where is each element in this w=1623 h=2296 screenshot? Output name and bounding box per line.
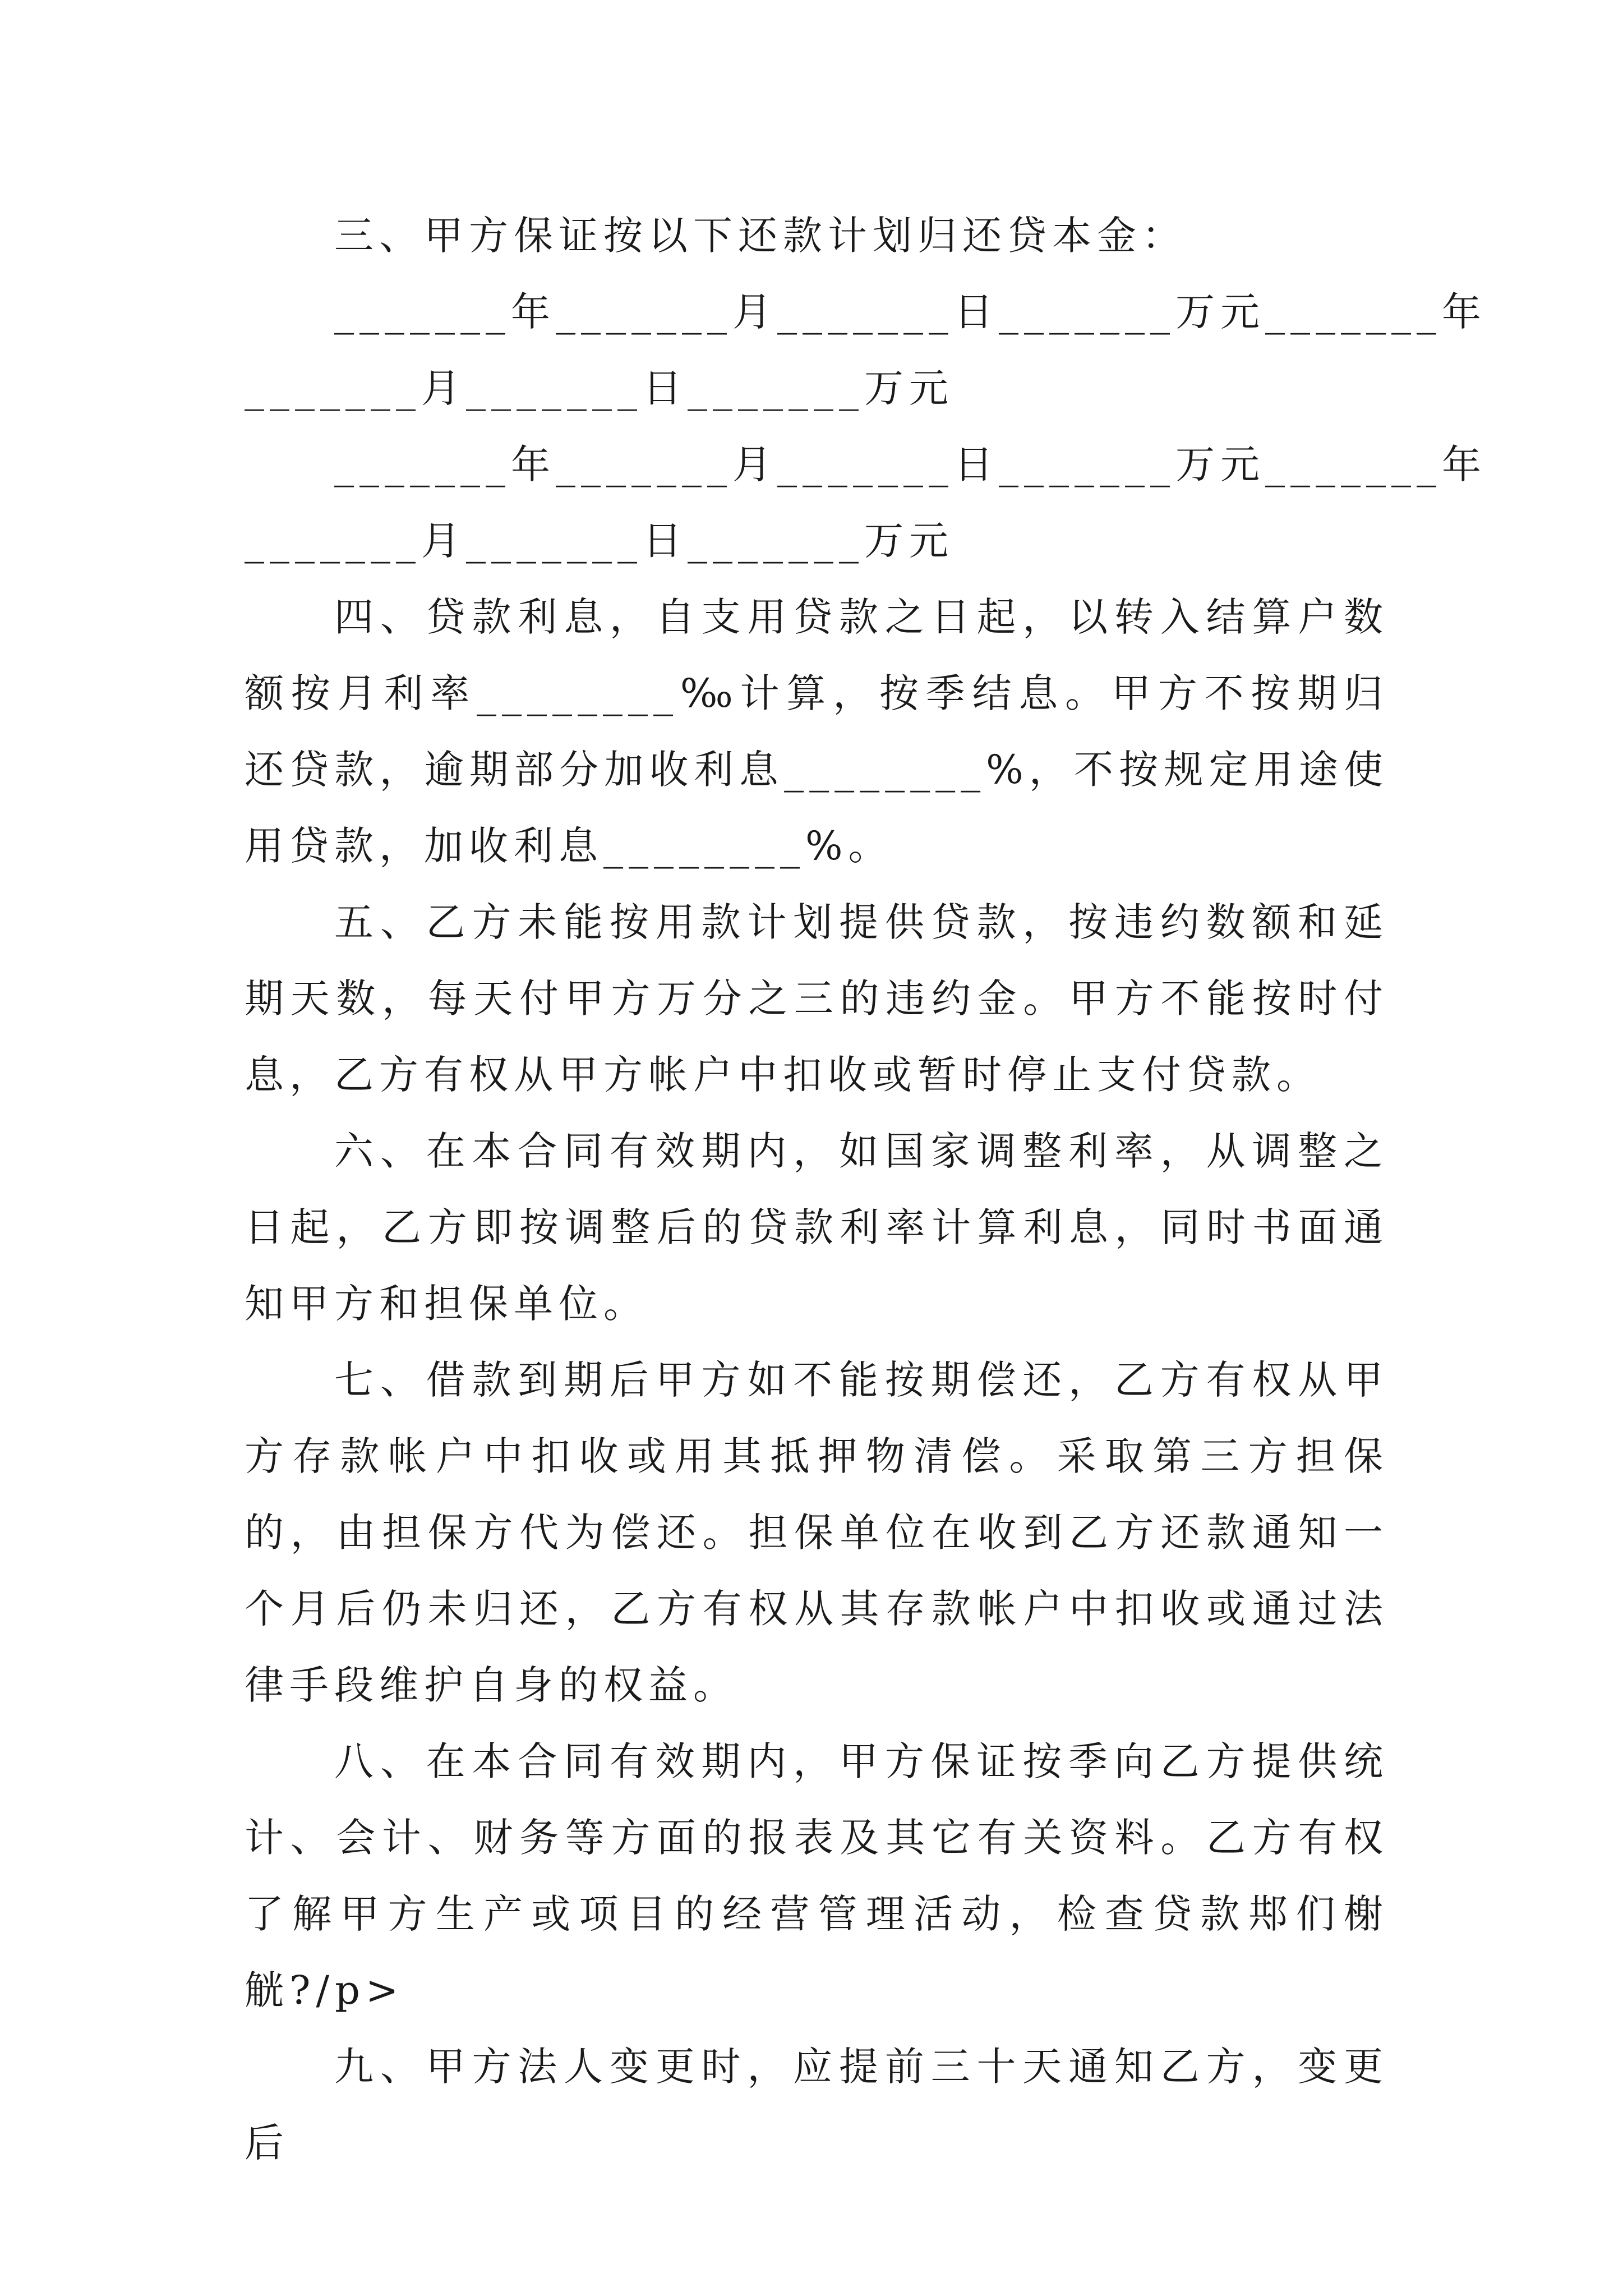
clause-8-reporting: 八、在本合同有效期内，甲方保证按季向乙方提供统计、会计、财务等方面的报表及其它有关资料。乙方有权了解甲方生产或项目的经营管理活动，检查贷款䢼们榭觥?/p> <box>245 1738 1389 2013</box>
clause-9-legal-person-change: 九、甲方法人变更时，应提前三十天通知乙方，变更后 <box>245 2044 1389 2166</box>
contract-body <box>245 197 1487 2181</box>
clause-5-lender-default: 五、乙方未能按用款计划提供贷款，按违约数额和延期天数，每天付甲方万分之三的违约金。甲方不能按时付息，乙方有权从甲方帐户中扣收或暂时停止支付贷款。 <box>245 899 1389 1098</box>
schedule-line-2: _______月_______日_______万元 <box>245 365 954 411</box>
clause-6-rate-adjustment: 六、在本合同有效期内，如国家调整利率，从调整之日起，乙方即按调整后的贷款利率计算利息，同时书面通知甲方和担保单位。 <box>245 1128 1389 1327</box>
clause-4-interest: 四、贷款利息，自支用贷款之日起，以转入结算户数额按月利率________‰计算，按季结息。甲方不按期归还贷款，逾期部分加收利息________%，不按规定用途使用贷款，加收利息________%。 <box>245 594 1389 869</box>
schedule-line-3: _______年_______月_______日_______万元_______年 <box>334 441 1487 487</box>
clause-7-repayment-default: 七、借款到期后甲方如不能按期偿还，乙方有权从甲方存款帐户中扣收或用其抵押物清偿。采取第三方担保的，由担保方代为偿还。担保单位在收到乙方还款通知一个月后仍未归还，乙方有权从其存款帐户中扣收或通过法律手段维护自身的权益。 <box>245 1357 1389 1708</box>
schedule-line-1: _______年_______月_______日_______万元_______年 <box>334 289 1487 335</box>
schedule-line-4: _______月_______日_______万元 <box>245 518 954 564</box>
clause-3-heading: 三、甲方保证按以下还款计划归还贷本金： <box>334 213 1187 259</box>
